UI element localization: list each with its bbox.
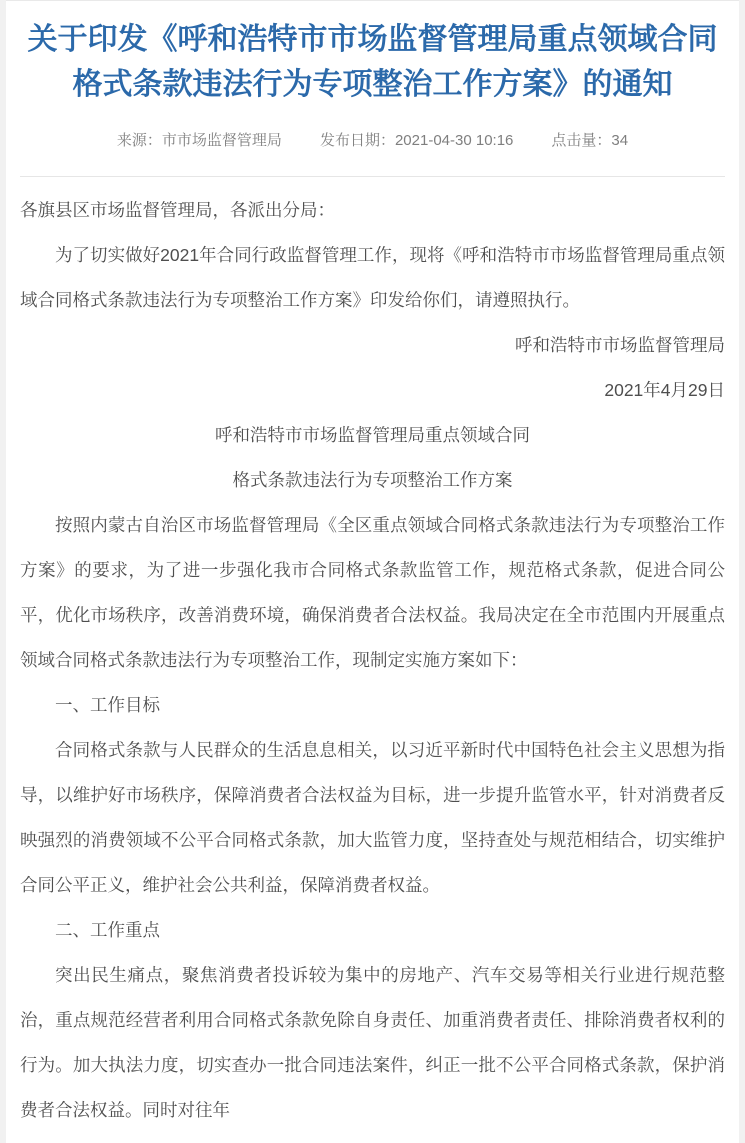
- meta-source: [117, 131, 282, 151]
- meta-publish-date: [320, 131, 513, 151]
- meta-hits-value: 34: [611, 132, 629, 149]
- notice-paragraph: 为了切实做好2021年合同行政监督管理工作，现将《呼和浩特市市场监督管理局重点领域合同格式条款违法行为专项整治工作方案》印发给你们，请遵照执行。: [20, 245, 725, 310]
- plan-title-line-1: 呼和浩特市市场监督管理局重点领域合同: [215, 425, 530, 445]
- section-1-heading: 一、工作目标: [55, 695, 160, 715]
- article-body: [20, 188, 725, 1133]
- meta-source-value: 市市场监督管理局: [161, 132, 282, 149]
- meta-source-label: 来源：: [116, 132, 162, 149]
- meta-hit-count: [551, 131, 628, 151]
- signature-agency-line: 呼和浩特市市场监督管理局: [515, 335, 725, 355]
- section-2-heading: 二、工作重点: [55, 920, 160, 940]
- meta-hits-label: 点击量：: [551, 132, 612, 149]
- meta-divider: [20, 176, 725, 177]
- plan-intro-paragraph: 按照内蒙古自治区市场监督管理局《全区重点领域合同格式条款违法行为专项整治工作方案》的要求，为了进一步强化我市合同格式条款监管工作，规范格式条款，促进合同公平，优化市场秩序，改善消费环境，确保消费者合法权益。我局决定在全市范围内开展重点领域合同格式条款违法行为专项整治工作，现制定实施方案如下：: [20, 515, 725, 670]
- page-title: 关于印发《呼和浩特市市场监督管理局重点领域合同格式条款违法行为专项整治工作方案》的通知: [27, 23, 718, 101]
- section-1-paragraph: 合同格式条款与人民群众的生活息息相关，以习近平新时代中国特色社会主义思想为指导，以维护好市场秩序，保障消费者合法权益为目标，进一步提升监管水平，针对消费者反映强烈的消费领域不公平合同格式条款，加大监管力度，坚持查处与规范相结合，切实维护合同公平正义，维护社会公共利益，保障消费者权益。: [20, 740, 725, 895]
- signature-date-line: 2021年4月29日: [604, 380, 725, 400]
- plan-title-line-2: 格式条款违法行为专项整治工作方案: [232, 470, 513, 490]
- section-2-paragraph: 突出民生痛点，聚焦消费者投诉较为集中的房地产、汽车交易等相关行业进行规范整治，重点规范经营者利用合同格式条款免除自身责任、加重消费者责任、排除消费者权利的行为。加大执法力度，切实查办一批合同违法案件，纠正一批不公平合同格式条款，保护消费者合法权益。同时对往年: [20, 965, 725, 1120]
- meta-date-value: 2021-04-30 10:16: [394, 132, 514, 149]
- article-meta: [20, 131, 725, 151]
- salutation-line: 各旗县区市场监督管理局，各派出分局：: [20, 200, 335, 220]
- meta-date-label: 发布日期：: [319, 132, 395, 149]
- article-page: [6, 0, 739, 1143]
